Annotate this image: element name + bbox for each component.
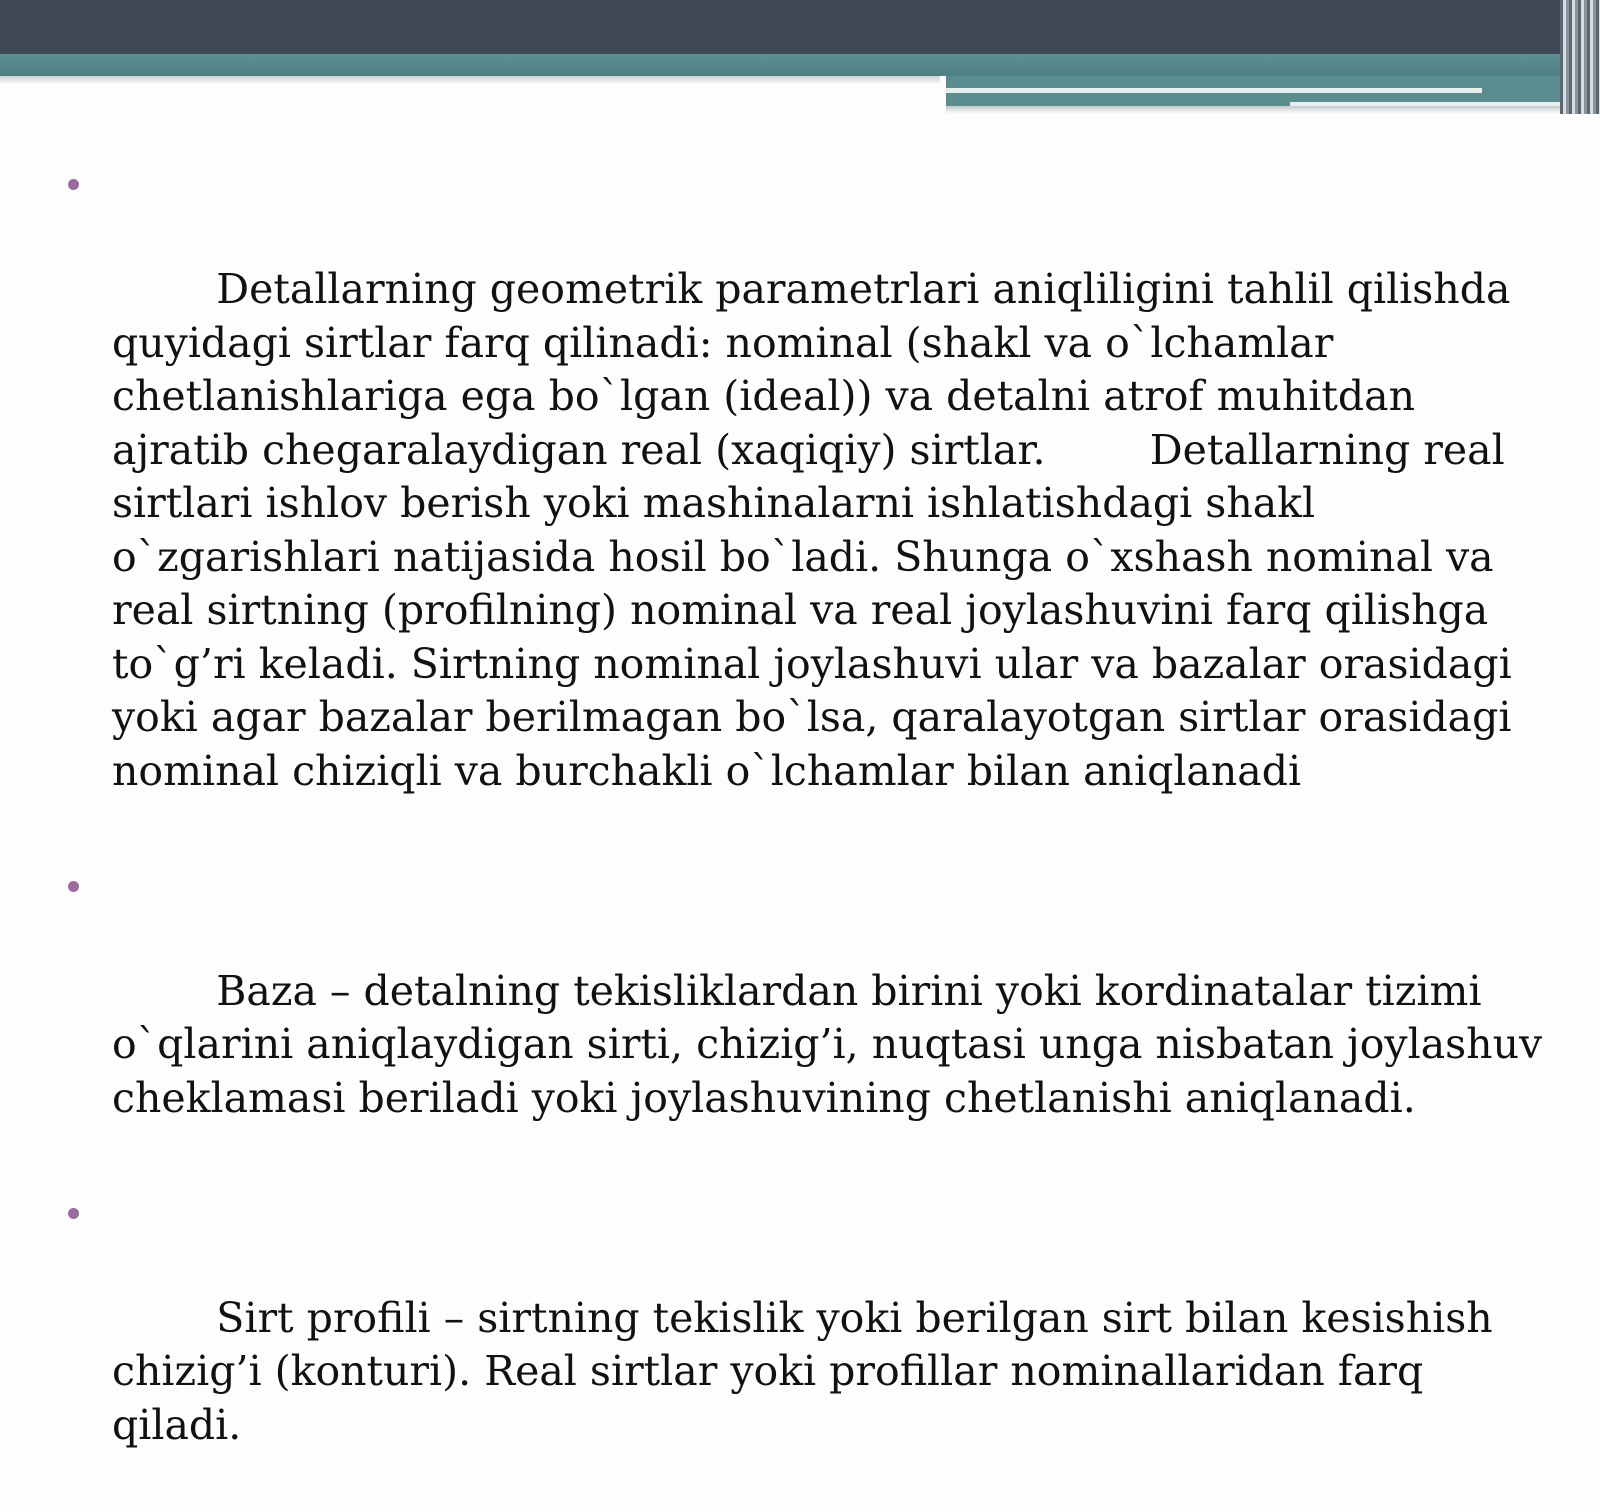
bullet-item xyxy=(60,858,1560,1179)
bullet-dot-icon xyxy=(68,179,79,190)
header-band-dark xyxy=(0,0,1560,54)
bullet-dot-icon xyxy=(68,1208,79,1219)
bullet-text: Detallarning geometrik parametrlari aniqliligini tahlil qilishda quyidagi sirtlar farq qilinadi: nominal (shakl va o`lchamlar chetlanishlariga ega bo`lgan (ideal)) va detalni atrof muhitdan ajratib chegaralaydigan real (xaqiqiy) sirtlar. Detallarning real sirtlari ishlov berish yoki mashinalarni ishlatishdagi shakl o`zgarishlari natijasida hosil bo`ladi. Shunga o`xshash nominal va real sirtning (profilning) nominal va real joylashuvini farq qilishga to`g’ri keladi. Sirtning nominal joylashuvi ular va bazalar orasidagi yoki agar bazalar berilmagan bo`lsa, qaralayotgan sirtlar orasidagi nominal chiziqli va burchakli o`lchamlar bilan aniqlanadi xyxy=(112,265,1525,795)
bullet-dot-icon xyxy=(68,881,79,892)
bullet-text: Sirt profili – sirtning tekislik yoki berilgan sirt bilan kesishish chizig’i (konturi). Real sirtlar yoki profillar nominallaridan farq qiladi. xyxy=(112,1293,1506,1449)
header-tab-shadow xyxy=(946,106,1560,114)
bullet-item xyxy=(60,1185,1560,1506)
bullet-list xyxy=(60,156,1560,1506)
header-tab-line xyxy=(946,88,1482,93)
slide-content xyxy=(60,156,1560,1512)
header-band-teal xyxy=(0,54,1560,76)
bullet-item xyxy=(60,156,1560,852)
header-shadow xyxy=(0,76,940,84)
edge-stripes-decoration xyxy=(1560,0,1600,114)
bullet-text: Baza – detalning tekisliklardan birini yoki kordinatalar tizimi o`qlarini aniqlaydigan sirti, chizig’i, nuqtasi unga nisbatan joylashuv cheklamasi beriladi yoki joylashuvining chetlanishi aniqlanadi. xyxy=(112,966,1556,1122)
